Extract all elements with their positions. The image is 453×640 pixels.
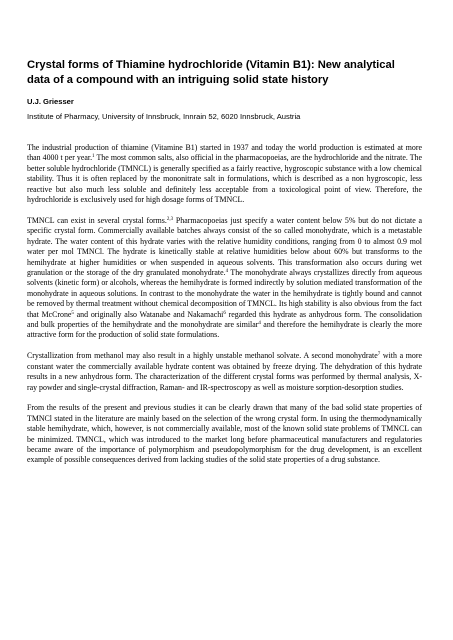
paragraph-2-text: TMNCL can exist in several crystal forms. <box>27 215 167 225</box>
paragraph-4-text: From the results of the present and previous studies it can be clearly drawn that many of the bad solid state properties of TMNCl stated in the literature are mainly based on the selection of the wrong crystal form. In using the thermodynamically stable hemihydrate, which, however, is not commercially available, most of the known solid state problems of TMNCL can be minimized. TMNCL, which was introduced to the market long before pharmaceutical manufacturers and regulatories became aware of the importance of polymorphism and pseudopolymorphism for the drug development, is an excellent example of possible consequences derived from lacking studies of the solid state properties of a drug substance. <box>27 403 422 465</box>
paper-title: Crystal forms of Thiamine hydrochloride (Vitamin B1): New analytical data of a compound with an intriguing solid state history <box>27 59 395 86</box>
author-affiliation: Institute of Pharmacy, University of Innsbruck, Innrain 52, 6020 Innsbruck, Austria <box>27 112 301 121</box>
citation-superscript: 5 <box>71 310 74 316</box>
citation-superscript: 4 <box>258 321 261 326</box>
paragraph-3-text: Crystallization from methanol may also result in a highly unstable methanol solvate. A second monohydrate <box>27 351 378 361</box>
citation-superscript: 2,3 <box>166 216 174 222</box>
paragraph-3-text: with a more constant water the commercially available hydrate content was obtained by freeze drying. The dehydration of this hydrate results in a new anhydrous form. The characterization of the different crystal forms was performed by thermal analysis, X-ray powder and single-crystal diffraction, Raman- and IR-spectroscopy as well as moisture sorption-desorption studies. <box>27 351 422 392</box>
paragraph-2-text: and therefore the hemihydrate is clearly the more attractive form for the production of solid state formulations. <box>27 320 422 340</box>
citation-superscript: 1 <box>92 154 95 160</box>
paragraph-1-text: The most common salts, also official in the pharmacopoeias, are the hydrochloride and the nitrate. The better soluble hydrochloride (TMNCL) is generally specified as a fairly reactive, hygroscopic substance with a low chemical stability. Thus it is often replaced by the mononitrate salt in formulations, which is described as a non hygroscopic, less reactive but also much less soluble and definitely less acceptable from a toxicological point of view. Therefore, the hydrochloride is exclusively used for high dosage forms of TMNCL. <box>27 153 422 205</box>
paragraph-3 <box>27 351 422 393</box>
paragraph-1-text: The industrial production of thiamine (Vitamine B1) started in 1937 and today the world production is estimated at more than 4000 t per year. <box>27 143 422 163</box>
paragraph-1 <box>27 143 422 205</box>
paragraph-2 <box>27 216 422 341</box>
paragraph-2-text: The monohydrate always crystallizes directly from aqueous solvents (kinetic form) or alcohols, whereas the hemihydrate is formed indirectly by solution mediated transformation of the monohydrate in aqueous solutions. In contrast to the monohydrate the water in the hemihydrate is tightly bound and cannot be removed by thermal treatment without chemical decomposition of TMNCL. Its high stability is also obvious from the fact that McCrone <box>27 267 423 319</box>
paragraph-2-text: regarded this hydrate as anhydrous form. The consolidation and bulk properties of the hemihydrate and the monohydrate are similar <box>27 309 422 329</box>
citation-superscript: 6 <box>223 310 226 316</box>
citation-superscript: 4 <box>225 268 229 274</box>
paragraph-4 <box>27 403 422 465</box>
paragraph-2-text: Pharmacopoeias just specify a water content below 5% but do not dictate a specific crystal form. Commercially available batches always consist of the so called monohydrate, which is a metastable hydrate. The water content of this hydrate varies with the relative humidity conditions, ranging from 0 to almost 0.9 mol water per mol TMNCl. The hydrate is kinetically stable at relative humidities below about 60% but transforms to the hemihydrate at higher humidities or when suspended in aqueous solvents. This transformation also occurs during wet granulation or the storage of the dry granulated monohydrate. <box>27 215 422 277</box>
author-name: U.J. Griesser <box>27 97 74 106</box>
paragraph-2-text: and originally also Watanabe and Nakamachi <box>73 309 224 319</box>
abstract-body <box>27 143 422 476</box>
citation-superscript: 7 <box>377 352 381 358</box>
